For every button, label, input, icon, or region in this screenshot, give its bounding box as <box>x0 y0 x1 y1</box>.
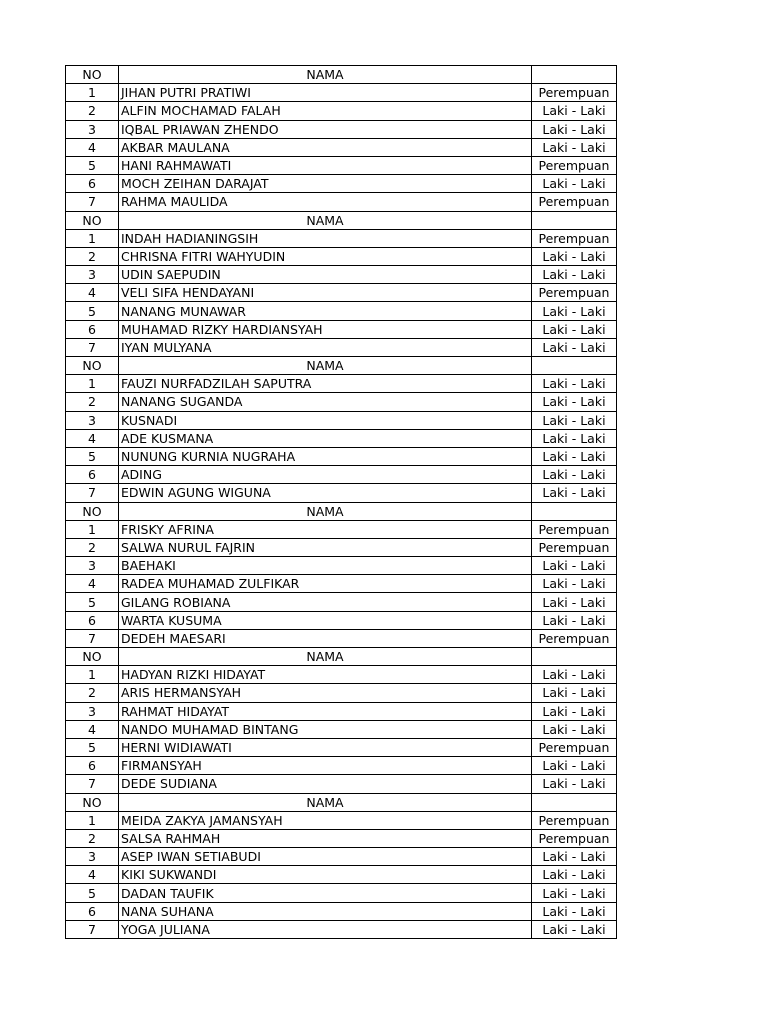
table-row <box>66 520 617 538</box>
gender-cell: Laki - Laki <box>532 775 617 793</box>
row-number-cell: 7 <box>66 193 119 211</box>
student-name-cell: BAEHAKI <box>119 557 532 575</box>
header-name-cell: NAMA <box>119 502 532 520</box>
row-number-cell: 1 <box>66 375 119 393</box>
row-number-cell: 6 <box>66 902 119 920</box>
row-number-cell: 2 <box>66 829 119 847</box>
table-row <box>66 175 617 193</box>
gender-cell: Laki - Laki <box>532 247 617 265</box>
student-name-cell: JIHAN PUTRI PRATIWI <box>119 84 532 102</box>
student-name-cell: VELI SIFA HENDAYANI <box>119 284 532 302</box>
gender-cell: Laki - Laki <box>532 593 617 611</box>
header-name-cell: NAMA <box>119 357 532 375</box>
gender-cell: Laki - Laki <box>532 720 617 738</box>
table-body <box>66 66 617 939</box>
row-number-cell: 2 <box>66 684 119 702</box>
table-row <box>66 920 617 938</box>
table-row <box>66 266 617 284</box>
gender-cell: Laki - Laki <box>532 902 617 920</box>
row-number-cell: 1 <box>66 811 119 829</box>
row-number-cell: 3 <box>66 411 119 429</box>
header-gender-cell <box>532 211 617 229</box>
row-number-cell: 3 <box>66 702 119 720</box>
student-name-cell: NANDO MUHAMAD BINTANG <box>119 720 532 738</box>
row-number-cell: 3 <box>66 848 119 866</box>
student-name-cell: SALWA NURUL FAJRIN <box>119 538 532 556</box>
row-number-cell: 3 <box>66 557 119 575</box>
table-row <box>66 411 617 429</box>
table-row <box>66 811 617 829</box>
student-name-cell: KUSNADI <box>119 411 532 429</box>
table-row <box>66 447 617 465</box>
student-name-cell: SALSA RAHMAH <box>119 829 532 847</box>
gender-cell: Laki - Laki <box>532 102 617 120</box>
student-name-cell: DADAN TAUFIK <box>119 884 532 902</box>
row-number-cell: 7 <box>66 338 119 356</box>
gender-cell: Laki - Laki <box>532 393 617 411</box>
gender-cell: Laki - Laki <box>532 666 617 684</box>
row-number-cell: 5 <box>66 593 119 611</box>
row-number-cell: 4 <box>66 720 119 738</box>
table-row <box>66 484 617 502</box>
student-name-cell: RAHMAT HIDAYAT <box>119 702 532 720</box>
row-number-cell: 6 <box>66 466 119 484</box>
student-name-cell: ADE KUSMANA <box>119 429 532 447</box>
gender-cell: Laki - Laki <box>532 848 617 866</box>
table-row <box>66 338 617 356</box>
table-row <box>66 866 617 884</box>
row-number-cell: 2 <box>66 247 119 265</box>
table-row <box>66 575 617 593</box>
table-row <box>66 629 617 647</box>
gender-cell: Laki - Laki <box>532 120 617 138</box>
gender-cell: Laki - Laki <box>532 866 617 884</box>
row-number-cell: 7 <box>66 484 119 502</box>
group-header-row <box>66 357 617 375</box>
table-row <box>66 611 617 629</box>
header-gender-cell <box>532 357 617 375</box>
row-number-cell: 3 <box>66 266 119 284</box>
table-row <box>66 102 617 120</box>
student-name-cell: HADYAN RIZKI HIDAYAT <box>119 666 532 684</box>
header-gender-cell <box>532 66 617 84</box>
student-name-cell: HERNI WIDIAWATI <box>119 738 532 756</box>
gender-cell: Perempuan <box>532 538 617 556</box>
gender-cell: Laki - Laki <box>532 466 617 484</box>
table-row <box>66 829 617 847</box>
group-header-row <box>66 66 617 84</box>
header-gender-cell <box>532 648 617 666</box>
table-row <box>66 320 617 338</box>
student-name-cell: KIKI SUKWANDI <box>119 866 532 884</box>
student-name-cell: INDAH HADIANINGSIH <box>119 229 532 247</box>
table-row <box>66 429 617 447</box>
gender-cell: Laki - Laki <box>532 920 617 938</box>
gender-cell: Laki - Laki <box>532 575 617 593</box>
row-number-cell: 4 <box>66 284 119 302</box>
row-number-cell: 5 <box>66 302 119 320</box>
table-row <box>66 138 617 156</box>
row-number-cell: 6 <box>66 175 119 193</box>
student-name-cell: HANI RAHMAWATI <box>119 156 532 174</box>
row-number-cell: 1 <box>66 666 119 684</box>
table-row <box>66 684 617 702</box>
student-name-cell: RAHMA MAULIDA <box>119 193 532 211</box>
table-row <box>66 284 617 302</box>
gender-cell: Laki - Laki <box>532 266 617 284</box>
student-name-cell: ARIS HERMANSYAH <box>119 684 532 702</box>
student-name-cell: AKBAR MAULANA <box>119 138 532 156</box>
table-row <box>66 466 617 484</box>
row-number-cell: 4 <box>66 866 119 884</box>
gender-cell: Laki - Laki <box>532 702 617 720</box>
gender-cell: Laki - Laki <box>532 684 617 702</box>
row-number-cell: 4 <box>66 575 119 593</box>
header-name-cell: NAMA <box>119 793 532 811</box>
row-number-cell: 6 <box>66 757 119 775</box>
gender-cell: Perempuan <box>532 84 617 102</box>
student-name-cell: IQBAL PRIAWAN ZHENDO <box>119 120 532 138</box>
gender-cell: Perempuan <box>532 193 617 211</box>
group-header-row <box>66 502 617 520</box>
student-name-cell: NANA SUHANA <box>119 902 532 920</box>
header-no-cell: NO <box>66 793 119 811</box>
table-row <box>66 738 617 756</box>
row-number-cell: 6 <box>66 611 119 629</box>
table-row <box>66 84 617 102</box>
student-name-cell: ASEP IWAN SETIABUDI <box>119 848 532 866</box>
table-row <box>66 120 617 138</box>
student-group-table <box>65 65 617 939</box>
gender-cell: Laki - Laki <box>532 447 617 465</box>
header-no-cell: NO <box>66 357 119 375</box>
table-row <box>66 702 617 720</box>
student-name-cell: YOGA JULIANA <box>119 920 532 938</box>
student-name-cell: DEDEH MAESARI <box>119 629 532 647</box>
row-number-cell: 5 <box>66 447 119 465</box>
group-header-row <box>66 211 617 229</box>
header-name-cell: NAMA <box>119 211 532 229</box>
gender-cell: Perempuan <box>532 156 617 174</box>
table-row <box>66 666 617 684</box>
student-name-cell: MUHAMAD RIZKY HARDIANSYAH <box>119 320 532 338</box>
gender-cell: Perempuan <box>532 520 617 538</box>
row-number-cell: 6 <box>66 320 119 338</box>
table-row <box>66 848 617 866</box>
student-name-cell: NANANG SUGANDA <box>119 393 532 411</box>
student-name-cell: MOCH ZEIHAN DARAJAT <box>119 175 532 193</box>
row-number-cell: 2 <box>66 393 119 411</box>
table-row <box>66 538 617 556</box>
group-header-row <box>66 648 617 666</box>
row-number-cell: 5 <box>66 884 119 902</box>
student-name-cell: NANANG MUNAWAR <box>119 302 532 320</box>
gender-cell: Perempuan <box>532 738 617 756</box>
gender-cell: Laki - Laki <box>532 757 617 775</box>
student-name-cell: EDWIN AGUNG WIGUNA <box>119 484 532 502</box>
table-row <box>66 884 617 902</box>
table-row <box>66 757 617 775</box>
row-number-cell: 4 <box>66 138 119 156</box>
student-name-cell: CHRISNA FITRI WAHYUDIN <box>119 247 532 265</box>
table-row <box>66 775 617 793</box>
student-name-cell: ALFIN MOCHAMAD FALAH <box>119 102 532 120</box>
gender-cell: Perempuan <box>532 629 617 647</box>
gender-cell: Laki - Laki <box>532 338 617 356</box>
student-name-cell: IYAN MULYANA <box>119 338 532 356</box>
header-name-cell: NAMA <box>119 66 532 84</box>
row-number-cell: 1 <box>66 520 119 538</box>
student-name-cell: MEIDA ZAKYA JAMANSYAH <box>119 811 532 829</box>
header-no-cell: NO <box>66 66 119 84</box>
gender-cell: Laki - Laki <box>532 302 617 320</box>
student-name-cell: WARTA KUSUMA <box>119 611 532 629</box>
student-name-cell: FAUZI NURFADZILAH SAPUTRA <box>119 375 532 393</box>
gender-cell: Laki - Laki <box>532 375 617 393</box>
gender-cell: Perempuan <box>532 811 617 829</box>
row-number-cell: 7 <box>66 920 119 938</box>
table-row <box>66 593 617 611</box>
student-name-cell: UDIN SAEPUDIN <box>119 266 532 284</box>
group-header-row <box>66 793 617 811</box>
student-name-cell: RADEA MUHAMAD ZULFIKAR <box>119 575 532 593</box>
student-name-cell: GILANG ROBIANA <box>119 593 532 611</box>
row-number-cell: 7 <box>66 629 119 647</box>
student-name-cell: FIRMANSYAH <box>119 757 532 775</box>
header-no-cell: NO <box>66 648 119 666</box>
gender-cell: Laki - Laki <box>532 611 617 629</box>
gender-cell: Laki - Laki <box>532 484 617 502</box>
gender-cell: Perempuan <box>532 229 617 247</box>
header-gender-cell <box>532 793 617 811</box>
table-row <box>66 229 617 247</box>
row-number-cell: 2 <box>66 538 119 556</box>
gender-cell: Laki - Laki <box>532 320 617 338</box>
table-row <box>66 193 617 211</box>
row-number-cell: 5 <box>66 738 119 756</box>
table-row <box>66 247 617 265</box>
row-number-cell: 1 <box>66 229 119 247</box>
row-number-cell: 7 <box>66 775 119 793</box>
header-no-cell: NO <box>66 502 119 520</box>
table-row <box>66 720 617 738</box>
table-row <box>66 902 617 920</box>
student-name-cell: ADING <box>119 466 532 484</box>
gender-cell: Laki - Laki <box>532 138 617 156</box>
table-row <box>66 156 617 174</box>
header-gender-cell <box>532 502 617 520</box>
student-name-cell: FRISKY AFRINA <box>119 520 532 538</box>
row-number-cell: 5 <box>66 156 119 174</box>
student-name-cell: NUNUNG KURNIA NUGRAHA <box>119 447 532 465</box>
row-number-cell: 1 <box>66 84 119 102</box>
gender-cell: Laki - Laki <box>532 557 617 575</box>
gender-cell: Laki - Laki <box>532 884 617 902</box>
row-number-cell: 4 <box>66 429 119 447</box>
gender-cell: Laki - Laki <box>532 429 617 447</box>
gender-cell: Perempuan <box>532 284 617 302</box>
table-row <box>66 393 617 411</box>
row-number-cell: 2 <box>66 102 119 120</box>
student-name-cell: DEDE SUDIANA <box>119 775 532 793</box>
header-name-cell: NAMA <box>119 648 532 666</box>
header-no-cell: NO <box>66 211 119 229</box>
gender-cell: Laki - Laki <box>532 175 617 193</box>
table-row <box>66 302 617 320</box>
gender-cell: Perempuan <box>532 829 617 847</box>
table-row <box>66 375 617 393</box>
table-row <box>66 557 617 575</box>
row-number-cell: 3 <box>66 120 119 138</box>
gender-cell: Laki - Laki <box>532 411 617 429</box>
